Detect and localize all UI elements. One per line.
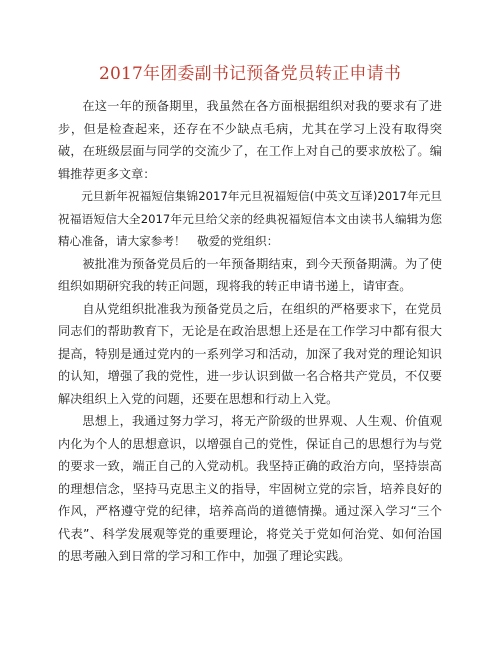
paragraph-2: 元旦新年祝福短信集锦2017年元旦祝福短信(中英文互译)2017年元旦祝福语短信大全2017年元旦给父亲的经典祝福短信本文由读书人编辑为您精心准备，请大家参考！ 敬爱的党组织：	[58, 189, 442, 248]
paragraph-4: 自从党组织批准我为预备党员之后，在组织的严格要求下，在党员同志们的帮助教育下，无论是在政治思想上还是在工作学习中都有很大提高，特别是通过党内的一系列学习和活动，加深了我对党的理论知识的认知，增强了我的党性，进一步认识到做一名合格共产党员，不仅要解决组织上入党的问题，还要在思想和行动上入党。	[58, 301, 442, 406]
paragraph-1: 在这一年的预备期里，我虽然在各方面根据组织对我的要求有了进步，但是检查起来，还存在不少缺点毛病，尤其在学习上没有取得突破，在班级层面与同学的交流少了，在工作上对自己的要求放松了。编辑推荐更多文章：	[58, 99, 442, 181]
paragraph-5: 思想上，我通过努力学习，将无产阶级的世界观、人生观、价值观内化为个人的思想意识，以增强自己的党性，保证自己的思想行为与党的要求一致，端正自己的入党动机。我坚持正确的政治方向，坚持崇高的理想信念，坚持马克思主义的指导，牢固树立党的宗旨，培养良好的作风，严格遵守党的纪律，培养高尚的道德情操。通过深入学习“三个代表”、科学发展观等党的重要理论，将党关于党如何治党、如何治国的思考融入到日常的学习和工作中，加强了理论实践。	[58, 414, 442, 563]
paragraph-3: 被批准为预备党员后的一年预备期结束，到今天预备期满。为了使组织如期研究我的转正问题，现将我的转正申请书递上，请审查。	[58, 256, 442, 293]
document-body	[58, 95, 442, 568]
document-title: 2017年团委副书记预备党员转正申请书	[98, 64, 402, 84]
